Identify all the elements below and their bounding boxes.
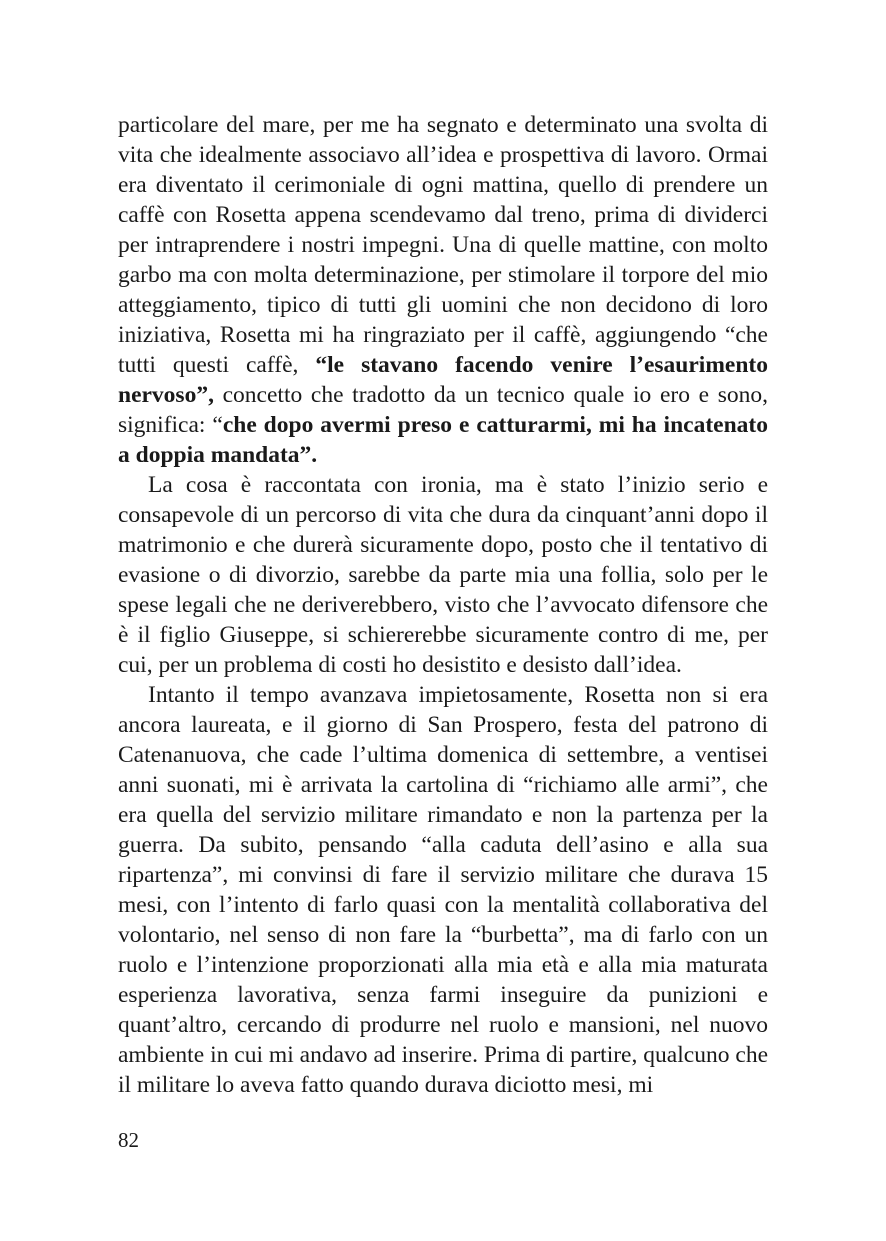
page-number: 82 [118, 1128, 139, 1152]
bold-quote-segment: “le stavano facendo venire l’esaurimento nervoso”, [118, 352, 768, 408]
paragraph-2 [118, 470, 768, 680]
paragraph-3 [118, 680, 768, 1100]
text-segment: Intanto il tempo avanzava impietosamente, Rosetta non si era ancora laureata, e il giorno di San Prospero, festa del patrono di Catenanuova, che cade l’ultima domenica di settembre, a ventisei anni suonati, mi è arrivata la cartolina di “richiamo alle armi”, che era quella del servizio militare rimandato e non la partenza per la guerra. Da subito, pensando “alla caduta dell’asino e alla sua ripartenza”, mi convinsi di fare il servizio militare che durava 15 mesi, con l’intento di farlo quasi con la mentalità collaborativa del volontario, nel senso di non fare la “burbetta”, ma di farlo con un ruolo e l’intenzione proporzionati alla mia età e alla mia maturata esperienza lavorativa, senza farmi inseguire da punizioni e quant’altro, cercando di produrre nel ruolo e mansioni, nel nuovo ambiente in cui mi andavo ad inserire. Prima di partire, qualcuno che il militare lo aveva fatto quando durava diciotto mesi, mi [118, 682, 768, 1098]
paragraph-1 [118, 110, 768, 470]
bold-quote-segment: che dopo avermi preso e catturarmi, mi ha incatenato a doppia mandata”. [118, 412, 768, 468]
text-segment: La cosa è raccontata con ironia, ma è stato l’inizio serio e consapevole di un percorso di vita che dura da cinquant’anni dopo il matrimonio e che durerà sicuramente dopo, posto che il tentativo di evasione o di divorzio, sarebbe da parte mia una follia, solo per le spese legali che ne deriverebbero, visto che l’avvocato difensore che è il figlio Giuseppe, si schiererebbe sicuramente contro di me, per cui, per un problema di costi ho desistito e desisto dall’idea. [118, 472, 768, 678]
text-segment: concetto che tradotto da un tecnico quale io ero e sono, significa: “ [118, 382, 768, 438]
body-text [118, 110, 768, 1100]
text-segment: particolare del mare, per me ha segnato e determinato una svolta di vita che idealmente associavo all’idea e prospettiva di lavoro. Ormai era diventato il cerimoniale di ogni mattina, quello di prendere un caffè con Rosetta appena scendevamo dal treno, prima di dividerci per intraprendere i nostri impegni. Una di quelle mattine, con molto garbo ma con molta determinazione, per stimolare il torpore del mio atteggiamento, tipico di tutti gli uomini che non decidono di loro iniziativa, Rosetta mi ha ringraziato per il caffè, aggiungendo “che tutti questi caffè, [118, 112, 768, 378]
